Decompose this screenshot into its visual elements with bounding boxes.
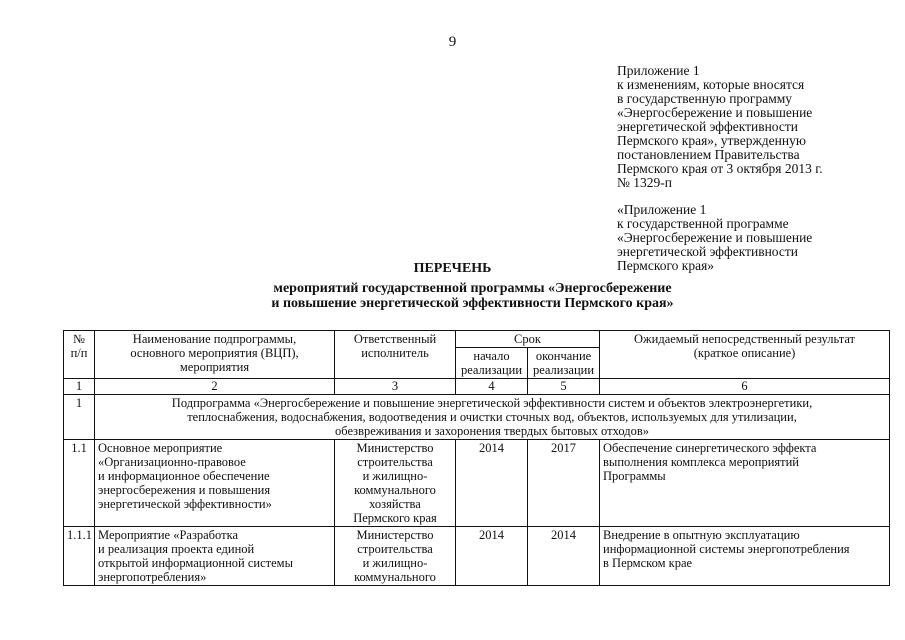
- appendix-top: [617, 64, 887, 190]
- row-result-line: Внедрение в опытную эксплуатацию: [603, 528, 800, 542]
- column-number: 1: [64, 379, 95, 395]
- appendix-top-line: Пермского края от 3 октября 2013 г.: [617, 161, 823, 176]
- column-number: 5: [528, 379, 600, 395]
- row-responsible-line: и жилищно-: [362, 556, 428, 570]
- row-responsible-line: хозяйства: [369, 497, 421, 511]
- row-name-line: Мероприятие «Разработка: [98, 528, 239, 542]
- subtitle-line: и повышение энергетической эффективности Пермского края»: [271, 296, 674, 311]
- header-text: мероприятия: [179, 360, 250, 374]
- appendix-top-line: Приложение 1: [617, 63, 700, 78]
- document-title: ПЕРЕЧЕНЬ: [413, 261, 492, 276]
- row-responsible-line: Министерство: [356, 528, 434, 542]
- row-responsible-line: Пермского края: [353, 511, 437, 525]
- column-number-row: [64, 379, 890, 395]
- row-responsible-line: и жилищно-: [362, 469, 428, 483]
- header-text: Наименование подпрограммы,: [132, 332, 297, 346]
- appendix-top-line: № 1329-п: [617, 175, 672, 190]
- row-result: [600, 527, 890, 586]
- header-text: Ожидаемый непосредственный результат: [633, 332, 856, 346]
- column-number: 4: [456, 379, 528, 395]
- row-responsible-line: строительства: [357, 455, 433, 469]
- subprogram-title: [95, 395, 890, 440]
- row-start: 2014: [456, 440, 528, 527]
- row-name-line: и информационное обеспечение: [98, 469, 270, 483]
- row-name-line: и реализация проекта единой: [98, 542, 255, 556]
- row-responsible: [335, 440, 456, 527]
- row-end: 2017: [528, 440, 600, 527]
- row-num: 1.1: [64, 440, 95, 527]
- header-text: Ответственный: [353, 332, 437, 346]
- row-responsible-line: Министерство: [356, 441, 434, 455]
- appendix-top-line: Пермского края», утвержденную: [617, 133, 806, 148]
- appendix-top-line: постановлением Правительства: [617, 147, 800, 162]
- header-responsible: [335, 331, 456, 379]
- header-text: окончание: [535, 349, 592, 363]
- page-number: 9: [448, 34, 457, 50]
- table-header-row: [64, 331, 890, 348]
- header-text: начало: [473, 349, 510, 363]
- appendix-top-line: энергетической эффективности: [617, 119, 798, 134]
- subprogram-row: [64, 395, 890, 440]
- row-name-line: «Организационно-правовое: [98, 455, 246, 469]
- header-text: №: [73, 332, 85, 346]
- row-responsible: [335, 527, 456, 586]
- row-result: [600, 440, 890, 527]
- header-text: исполнитель: [361, 346, 429, 360]
- header-num: [64, 331, 95, 379]
- row-start: 2014: [456, 527, 528, 586]
- row-name-line: Основное мероприятие: [98, 441, 223, 455]
- column-number: 2: [95, 379, 335, 395]
- row-result-line: информационной системы энергопотребления: [603, 542, 850, 556]
- events-table: [63, 330, 890, 586]
- table-row: [64, 527, 890, 586]
- header-text: основного мероприятия (ВЦП),: [130, 346, 299, 360]
- appendix-top-line: в государственную программу: [617, 91, 793, 106]
- row-name-line: энергосбережения и повышения: [98, 483, 271, 497]
- appendix-inner-line: Пермского края»: [617, 258, 715, 273]
- appendix-top-line: «Энергосбережение и повышение: [617, 105, 813, 120]
- header-text: реализации: [460, 363, 523, 377]
- row-responsible-line: коммунального: [354, 570, 436, 584]
- row-name-line: энергопотребления»: [98, 570, 207, 584]
- row-num: 1.1.1: [64, 527, 95, 586]
- header-text: п/п: [70, 346, 88, 360]
- column-number: 6: [600, 379, 890, 395]
- appendix-inner-line: к государственной программе: [617, 216, 789, 231]
- document-subtitle: [0, 281, 905, 311]
- header-end: [528, 348, 600, 379]
- appendix-inner-line: «Приложение 1: [617, 202, 707, 217]
- table-row: [64, 440, 890, 527]
- appendix-top-line: к изменениям, которые вносятся: [617, 77, 805, 92]
- header-term: Срок: [456, 331, 600, 348]
- subprogram-line: Подпрограмма «Энергосбережение и повышение энергетической эффективности систем и объектов электроэнергетики,: [171, 396, 813, 410]
- row-name: [95, 440, 335, 527]
- header-text: реализации: [532, 363, 595, 377]
- row-name: [95, 527, 335, 586]
- row-responsible-line: строительства: [357, 542, 433, 556]
- row-name-line: открытой информационной системы: [98, 556, 293, 570]
- header-result: [600, 331, 890, 379]
- subprogram-line: обезвреживания и захоронения твердых бытовых отходов»: [335, 424, 649, 438]
- row-result-line: Программы: [603, 469, 666, 483]
- row-end: 2014: [528, 527, 600, 586]
- subtitle-line: мероприятий государственной программы «Энергосбережение: [273, 281, 672, 296]
- row-result-line: в Пермском крае: [603, 556, 693, 570]
- row-result-line: Обеспечение синергетического эффекта: [603, 441, 817, 455]
- header-start: [456, 348, 528, 379]
- column-number: 3: [335, 379, 456, 395]
- row-name-line: энергетической эффективности»: [98, 497, 272, 511]
- header-text: (краткое описание): [693, 346, 796, 360]
- appendix-inner-line: энергетической эффективности: [617, 244, 798, 259]
- header-name: [95, 331, 335, 379]
- subprogram-line: теплоснабжения, водоснабжения, водоотведения и очистки сточных вод, объектов, используемых для утилизации,: [187, 410, 797, 424]
- appendix-inner-line: «Энергосбережение и повышение: [617, 230, 813, 245]
- row-responsible-line: коммунального: [354, 483, 436, 497]
- row-result-line: выполнения комплекса мероприятий: [603, 455, 799, 469]
- subprogram-num: 1: [64, 395, 95, 440]
